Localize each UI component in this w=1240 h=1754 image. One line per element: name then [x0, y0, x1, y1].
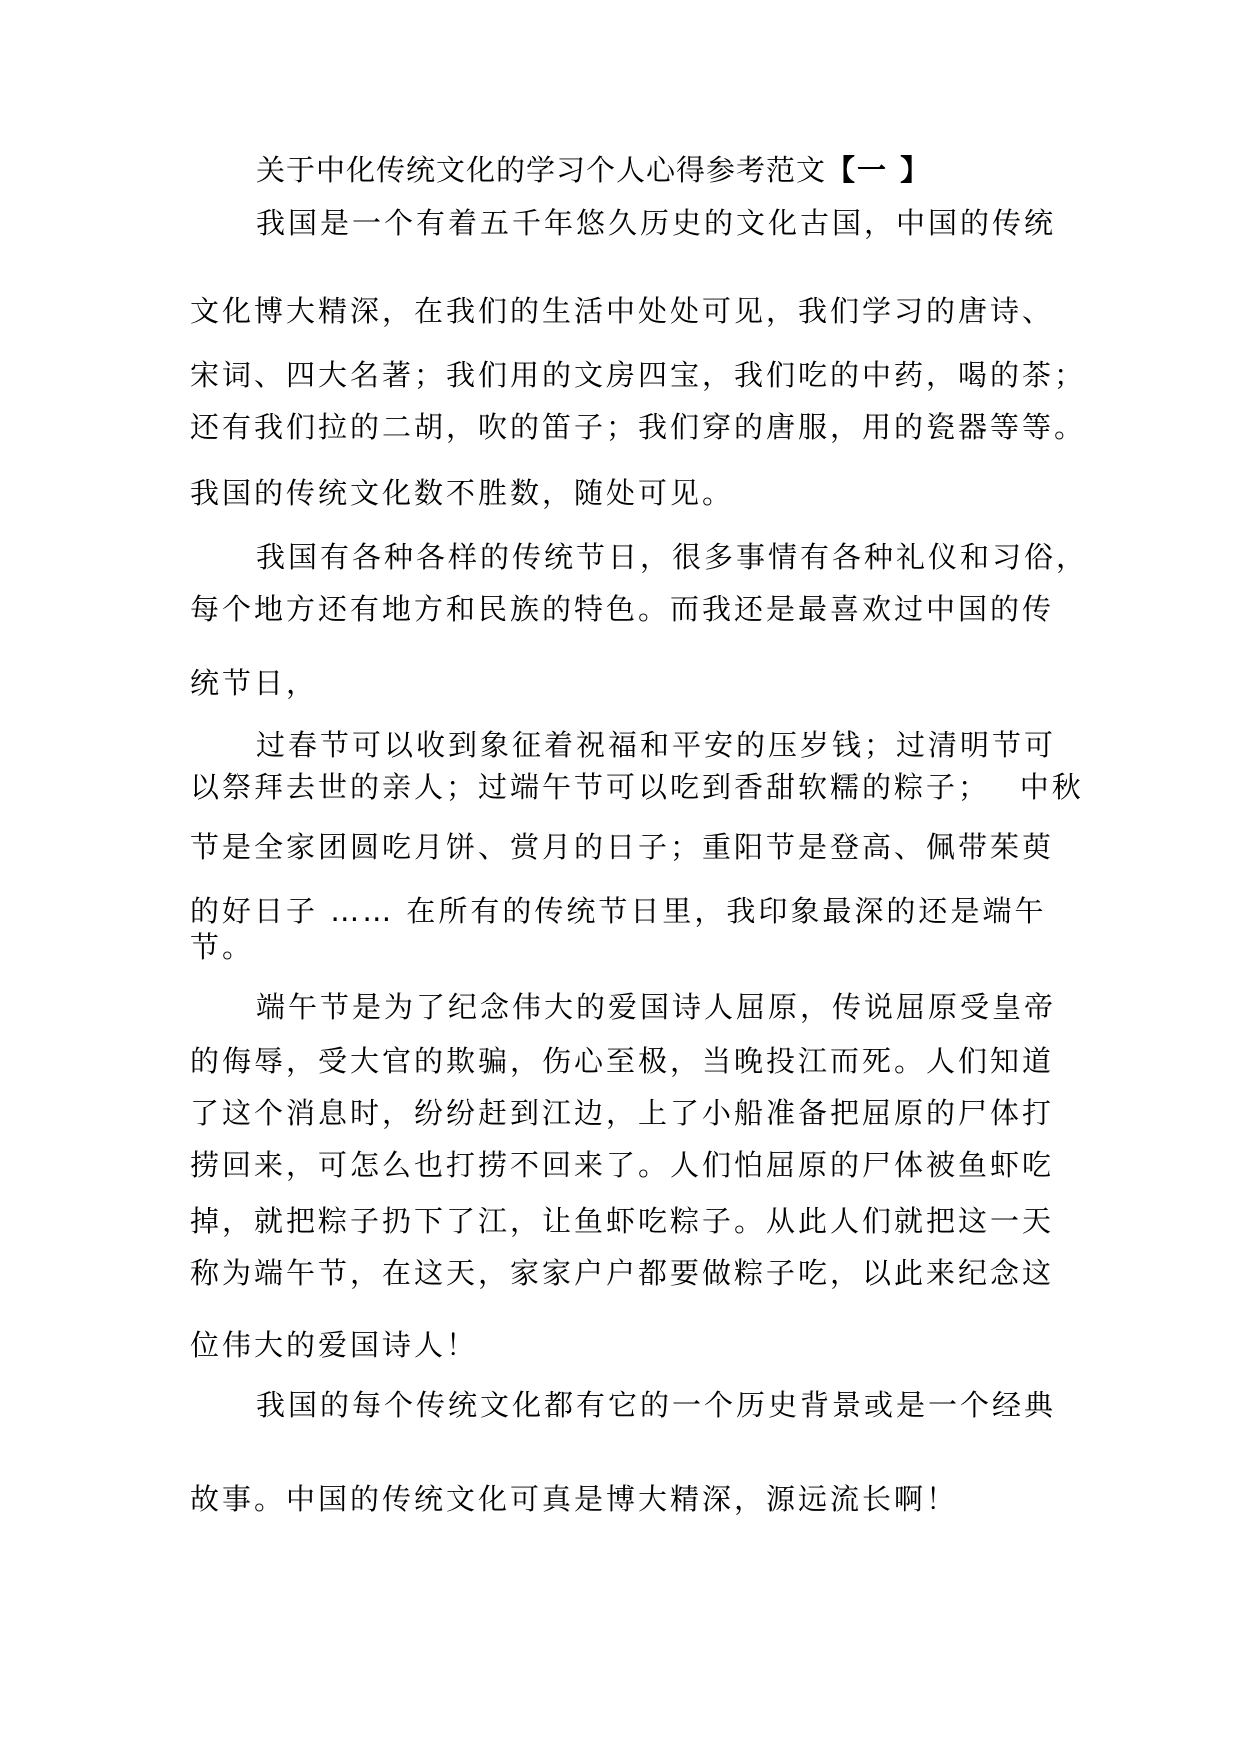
paragraph-line: 端午节是为了纪念伟大的爱国诗人屈原，传说屈原受皇帝	[256, 990, 1057, 1024]
paragraph-line: 以祭拜去世的亲人；过端午节可以吃到香甜软糯的粽子； 中秋	[190, 770, 1084, 804]
paragraph-line: 节。	[190, 930, 255, 964]
paragraph-line: 我国的传统文化数不胜数，随处可见。	[190, 476, 735, 510]
paragraph-line: 捞回来，可怎么也打捞不回来了。人们怕屈原的尸体被鱼虾吃	[190, 1148, 1055, 1182]
paragraph-line: 还有我们拉的二胡，吹的笛子；我们穿的唐服，用的瓷器等等。	[190, 410, 1087, 444]
paragraph-line: 位伟大的爱国诗人！	[190, 1328, 479, 1362]
paragraph-line: 称为端午节，在这天，家家户户都要做粽子吃，以此来纪念这	[190, 1256, 1055, 1290]
paragraph-line: 我国的每个传统文化都有它的一个历史背景或是一个经典	[256, 1388, 1057, 1422]
title-text: 关于中化传统文化的学习个人心得参考范文	[256, 153, 827, 187]
paragraph-line: 了这个消息时，纷纷赶到江边，上了小船准备把屈原的尸体打	[190, 1096, 1055, 1130]
paragraph-line: 文化博大精深，在我们的生活中处处可见，我们学习的唐诗、	[190, 294, 1055, 328]
paragraph-line: 故事。中国的传统文化可真是博大精深，源远流长啊！	[190, 1482, 959, 1516]
paragraph-line: 我国是一个有着五千年悠久历史的文化古国，中国的传统	[256, 206, 1057, 240]
paragraph-line: 的侮辱，受大官的欺骗，伤心至极，当晚投江而死。人们知道	[190, 1044, 1055, 1078]
title-bracket: 【一 】	[826, 153, 932, 187]
paragraph-line: 掉，就把粽子扔下了江，让鱼虾吃粽子。从此人们就把这一天	[190, 1204, 1055, 1238]
paragraph-line: 宋词、四大名著；我们用的文房四宝，我们吃的中药，喝的茶；	[190, 358, 1087, 392]
paragraph-line: 节是全家团圆吃月饼、赏月的日子；重阳节是登高、佩带茱萸	[190, 830, 1055, 864]
paragraph-line: 的好日子 …… 在所有的传统节日里，我印象最深的还是端午	[190, 894, 1047, 928]
paragraph-line: 过春节可以收到象征着祝福和平安的压岁钱；过清明节可	[256, 728, 1057, 762]
document-title	[256, 152, 931, 188]
paragraph-line: 统节日，	[190, 666, 319, 700]
paragraph-line: 我国有各种各样的传统节日，很多事情有各种礼仪和习俗，	[256, 540, 1089, 574]
paragraph-line: 每个地方还有地方和民族的特色。而我还是最喜欢过中国的传	[190, 592, 1055, 626]
